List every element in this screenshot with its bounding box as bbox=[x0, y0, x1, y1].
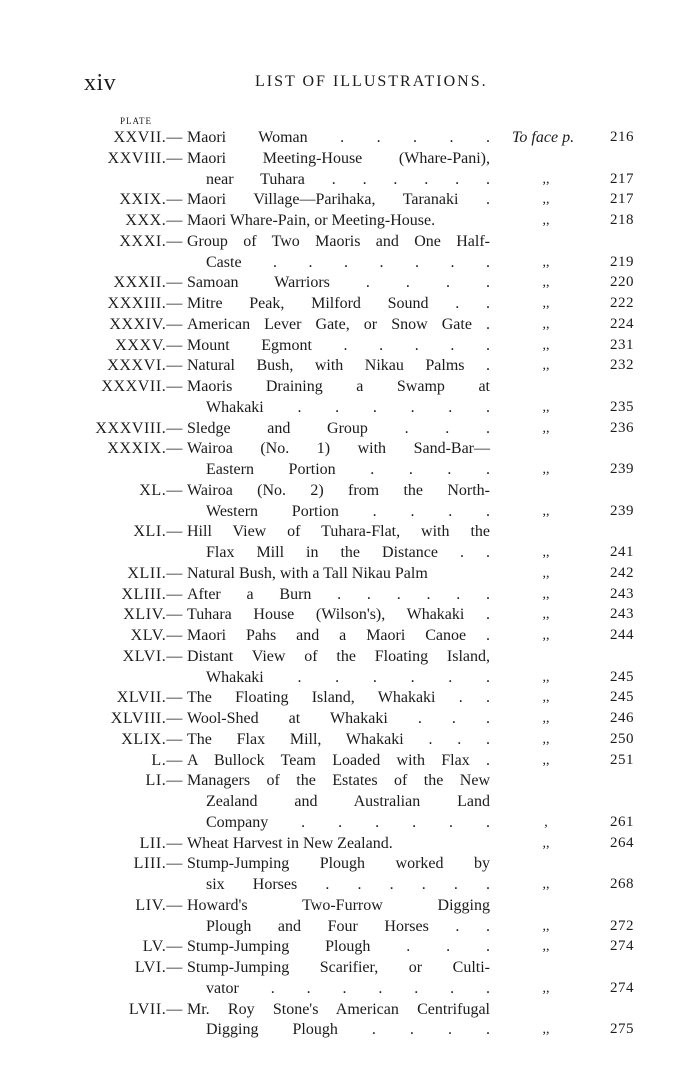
plate-title: After a Burn . . . . . . bbox=[187, 585, 490, 603]
plate-title: Maori Whare-Pain, or Meeting-House. bbox=[187, 212, 436, 229]
page-number: 222 bbox=[610, 295, 634, 311]
plate-title: The Floating Island, Whakaki . . bbox=[187, 689, 490, 707]
page-number: 218 bbox=[610, 212, 634, 228]
page-number: 217 bbox=[610, 191, 634, 208]
page-number: 217 bbox=[610, 170, 634, 187]
illustration-entry-line bbox=[0, 978, 700, 999]
ditto-mark: ,, bbox=[542, 192, 550, 208]
ditto-mark: ,, bbox=[542, 690, 550, 706]
plate-title: Plough and Four Horses . . bbox=[206, 917, 490, 935]
plate-title: Whakaki . . . . . . bbox=[206, 398, 490, 416]
illustration-entry-line bbox=[0, 397, 700, 418]
plate-title: American Lever Gate, or Snow Gate . bbox=[187, 315, 490, 333]
ditto-mark: ,, bbox=[542, 503, 550, 519]
plate-title: Zealand and Australian Land bbox=[206, 793, 490, 810]
plate-title: near Tuhara . . . . . . bbox=[206, 170, 490, 188]
illustration-entry-line bbox=[0, 335, 700, 356]
illustration-entry-line bbox=[0, 252, 700, 273]
plate-title: Wairoa (No. 2) from the North- bbox=[187, 481, 490, 499]
illustration-entry-line bbox=[0, 833, 700, 854]
plate-title: Wool-Shed at Whakaki . . . bbox=[187, 710, 490, 727]
plate-number: XLVI.— bbox=[122, 647, 183, 665]
page-folio: xiv bbox=[84, 70, 117, 96]
page-number: 241 bbox=[610, 544, 634, 560]
illustration-entry-line bbox=[0, 708, 700, 729]
ditto-mark: ,, bbox=[542, 586, 550, 602]
plate-title: Tuhara House (Wilson's), Whakaki . bbox=[187, 606, 490, 624]
illustration-entry-line bbox=[0, 189, 700, 210]
plate-title: Howard's Two-Furrow Digging bbox=[187, 896, 490, 914]
ditto-mark: ,, bbox=[542, 939, 550, 955]
plate-title: Natural Bush, with Nikau Palms . bbox=[187, 357, 490, 375]
plate-number: XXXVI.— bbox=[107, 357, 183, 375]
running-head: LIST OF ILLUSTRATIONS. bbox=[255, 73, 488, 90]
plate-number: L.— bbox=[151, 751, 183, 769]
illustration-entry-line bbox=[0, 667, 700, 688]
plate-title: Digging Plough . . . . bbox=[206, 1021, 490, 1039]
plate-title: Company . . . . . . bbox=[206, 813, 490, 831]
plate-number: XXXIX.— bbox=[107, 440, 183, 458]
illustration-entry-line bbox=[0, 604, 700, 625]
illustration-entry-line bbox=[0, 812, 700, 833]
plate-title: Caste . . . . . . . bbox=[206, 253, 490, 271]
ditto-mark: ,, bbox=[542, 213, 550, 228]
plate-title: Group of Two Maoris and One Half- bbox=[187, 232, 490, 250]
plate-number: XLIII.— bbox=[121, 585, 183, 603]
ditto-mark: ,, bbox=[542, 399, 550, 415]
illustration-entry-line bbox=[0, 957, 700, 978]
plate-number: XLVIII.— bbox=[110, 710, 183, 727]
illustration-entry-line bbox=[0, 542, 700, 563]
illustration-entry-line bbox=[0, 127, 700, 148]
ditto-mark: ,, bbox=[542, 545, 550, 560]
illustration-entry-line bbox=[0, 148, 700, 169]
ditto-mark: ,, bbox=[542, 1022, 550, 1038]
plate-title: six Horses . . . . . . bbox=[206, 876, 490, 893]
plate-title: Mr. Roy Stone's American Centrifugal bbox=[187, 1000, 490, 1018]
ditto-mark: ,, bbox=[542, 980, 550, 996]
plate-number: LV.— bbox=[142, 938, 183, 956]
page-number: 216 bbox=[610, 129, 634, 145]
illustration-entry-line bbox=[0, 895, 700, 916]
page-number: 246 bbox=[610, 710, 634, 726]
plate-title: Managers of the Estates of the New bbox=[187, 772, 490, 790]
page-number: 239 bbox=[610, 502, 634, 519]
illustration-entry-line bbox=[0, 625, 700, 646]
plate-title: Mount Egmont . . . . . bbox=[187, 336, 490, 354]
ditto-mark: ,, bbox=[542, 316, 550, 332]
plate-title: Maoris Draining a Swamp at bbox=[187, 378, 490, 395]
plate-title: Wairoa (No. 1) with Sand-Bar— bbox=[187, 440, 490, 458]
plate-title: Sledge and Group . . . bbox=[187, 419, 490, 437]
plate-title: Stump-Jumping Scarifier, or Culti- bbox=[187, 959, 490, 976]
page-number: 245 bbox=[610, 668, 634, 685]
ditto-mark: ,, bbox=[542, 462, 550, 477]
plate-number: XXIX.— bbox=[119, 191, 183, 209]
plate-number: XL.— bbox=[139, 481, 183, 499]
illustration-entry-line bbox=[0, 459, 700, 480]
page-number: 261 bbox=[610, 813, 634, 830]
plate-number: LVI.— bbox=[134, 959, 183, 976]
page-number: 245 bbox=[610, 689, 634, 706]
plate-title: Maori Pahs and a Maori Canoe . bbox=[187, 627, 490, 644]
ditto-mark: ,, bbox=[542, 918, 550, 934]
ditto-mark: ,, bbox=[542, 358, 550, 374]
plate-number: LIV.— bbox=[135, 896, 183, 914]
ditto-mark: ,, bbox=[542, 607, 550, 623]
illustration-entry-line bbox=[0, 169, 700, 190]
ditto-mark: ,, bbox=[542, 711, 550, 726]
plate-title: Whakaki . . . . . . bbox=[206, 668, 490, 686]
ditto-mark: ,, bbox=[542, 628, 550, 643]
plate-number: XLIX.— bbox=[121, 730, 183, 748]
page-number: 250 bbox=[610, 730, 634, 747]
illustration-entry-line bbox=[0, 210, 700, 231]
plate-number: XLI.— bbox=[133, 523, 183, 541]
illustration-entry-line bbox=[0, 646, 700, 667]
plate-number: XLII.— bbox=[127, 564, 183, 582]
plate-number: XXXVII.— bbox=[101, 378, 183, 395]
page-number: 243 bbox=[610, 585, 634, 602]
plate-number: XXXI.— bbox=[119, 232, 183, 250]
plate-title: vator . . . . . . . bbox=[206, 979, 490, 997]
plate-title: Natural Bush, with a Tall Nikau Palm bbox=[187, 564, 428, 582]
page-number: 231 bbox=[610, 336, 634, 353]
plate-title: Stump-Jumping Plough worked by bbox=[187, 855, 490, 873]
illustration-entry-line bbox=[0, 1019, 700, 1040]
illustration-entry-line bbox=[0, 584, 700, 605]
plate-number: XXXVIII.— bbox=[95, 419, 183, 437]
illustration-entry-line bbox=[0, 231, 700, 252]
page-number: 244 bbox=[610, 627, 634, 643]
plate-number: XXVII.— bbox=[113, 129, 183, 146]
plate-number: LIII.— bbox=[133, 855, 183, 873]
plate-title: Maori Village—Parihaka, Taranaki . bbox=[187, 191, 490, 209]
plate-number: LI.— bbox=[145, 772, 183, 790]
ditto-mark: ,, bbox=[542, 835, 550, 851]
illustration-entry-line bbox=[0, 376, 700, 397]
illustration-entry-line bbox=[0, 999, 700, 1020]
illustration-entry-line bbox=[0, 272, 700, 293]
page-number: 224 bbox=[610, 315, 634, 332]
page-number: 243 bbox=[610, 606, 634, 623]
illustration-entry-line bbox=[0, 501, 700, 522]
illustration-entry-line bbox=[0, 293, 700, 314]
illustration-entry-line bbox=[0, 916, 700, 937]
page-number: 239 bbox=[610, 461, 634, 477]
plate-title: Maori Meeting-House (Whare-Pani), bbox=[187, 149, 490, 167]
illustration-entry-line bbox=[0, 314, 700, 335]
illustration-entry-line bbox=[0, 853, 700, 874]
plate-number: XLV.— bbox=[130, 627, 183, 644]
ditto-mark: ,, bbox=[542, 752, 550, 768]
page-number: 220 bbox=[610, 274, 634, 291]
ditto-mark: ,, bbox=[542, 731, 550, 747]
page-number: 236 bbox=[610, 419, 634, 436]
ditto-mark: ,, bbox=[542, 254, 550, 270]
plate-title: Wheat Harvest in New Zealand. bbox=[187, 834, 393, 852]
plate-number: LII.— bbox=[139, 834, 183, 852]
page-number: 268 bbox=[610, 876, 634, 892]
ditto-mark: ,, bbox=[542, 171, 550, 187]
plate-title: Eastern Portion . . . . bbox=[206, 461, 490, 478]
page-number: 272 bbox=[610, 917, 634, 934]
page-number: 251 bbox=[610, 751, 634, 768]
ditto-mark: , bbox=[544, 814, 548, 830]
illustration-entry-line bbox=[0, 521, 700, 542]
ditto-mark: ,, bbox=[542, 420, 550, 436]
page-number: 274 bbox=[610, 979, 634, 996]
plate-column-label: PLATE bbox=[120, 116, 152, 126]
page-number: 232 bbox=[610, 357, 634, 374]
plate-title: Stump-Jumping Plough . . . bbox=[187, 938, 490, 956]
page-number: 235 bbox=[610, 398, 634, 415]
illustration-entry-line bbox=[0, 791, 700, 812]
ditto-mark: ,, bbox=[542, 669, 550, 685]
plate-title: Distant View of the Floating Island, bbox=[187, 647, 490, 665]
illustration-entry-line bbox=[0, 480, 700, 501]
plate-title: Western Portion . . . . bbox=[206, 502, 490, 520]
illustration-entry-line bbox=[0, 729, 700, 750]
plate-title: Samoan Warriors . . . . bbox=[187, 274, 490, 292]
page-number: 242 bbox=[610, 564, 634, 581]
plate-number: XXVIII.— bbox=[107, 149, 183, 167]
plate-number: XXX.— bbox=[125, 212, 183, 229]
plate-title: Flax Mill in the Distance . . bbox=[206, 544, 490, 561]
illustration-entry-line bbox=[0, 418, 700, 439]
page-number: 264 bbox=[610, 834, 634, 851]
plate-title: Hill View of Tuhara-Flat, with the bbox=[187, 523, 490, 541]
page-number: 219 bbox=[610, 253, 634, 270]
plate-number: XLVII.— bbox=[116, 689, 183, 707]
ditto-mark: ,, bbox=[542, 337, 550, 353]
plate-number: XXXII.— bbox=[113, 274, 183, 292]
illustration-entry-line bbox=[0, 874, 700, 895]
illustration-entry-line bbox=[0, 687, 700, 708]
plate-title: Mitre Peak, Milford Sound . . bbox=[187, 295, 490, 312]
plate-number: XXXV.— bbox=[115, 336, 183, 354]
ditto-mark: ,, bbox=[542, 877, 550, 892]
illustration-entry-line bbox=[0, 770, 700, 791]
illustration-entry-line bbox=[0, 563, 700, 584]
plate-title: The Flax Mill, Whakaki . . . bbox=[187, 730, 490, 748]
page-number: 274 bbox=[610, 938, 634, 955]
illustration-entry-line bbox=[0, 750, 700, 771]
illustration-entry-line bbox=[0, 438, 700, 459]
ditto-mark: ,, bbox=[542, 296, 550, 311]
illustration-entry-line bbox=[0, 355, 700, 376]
plate-title: A Bullock Team Loaded with Flax . bbox=[187, 751, 490, 769]
plate-title: Maori Woman . . . . . bbox=[187, 129, 490, 146]
ditto-mark: ,, bbox=[542, 565, 550, 581]
plate-number: LVII.— bbox=[128, 1000, 183, 1018]
plate-number: XXXIV.— bbox=[109, 315, 183, 333]
to-face-page-label: To face p. bbox=[512, 129, 575, 146]
page-number: 275 bbox=[610, 1021, 634, 1038]
plate-number: XLIV.— bbox=[123, 606, 183, 624]
plate-number: XXXIII.— bbox=[107, 295, 183, 312]
illustration-entry-line bbox=[0, 936, 700, 957]
ditto-mark: ,, bbox=[542, 275, 550, 291]
